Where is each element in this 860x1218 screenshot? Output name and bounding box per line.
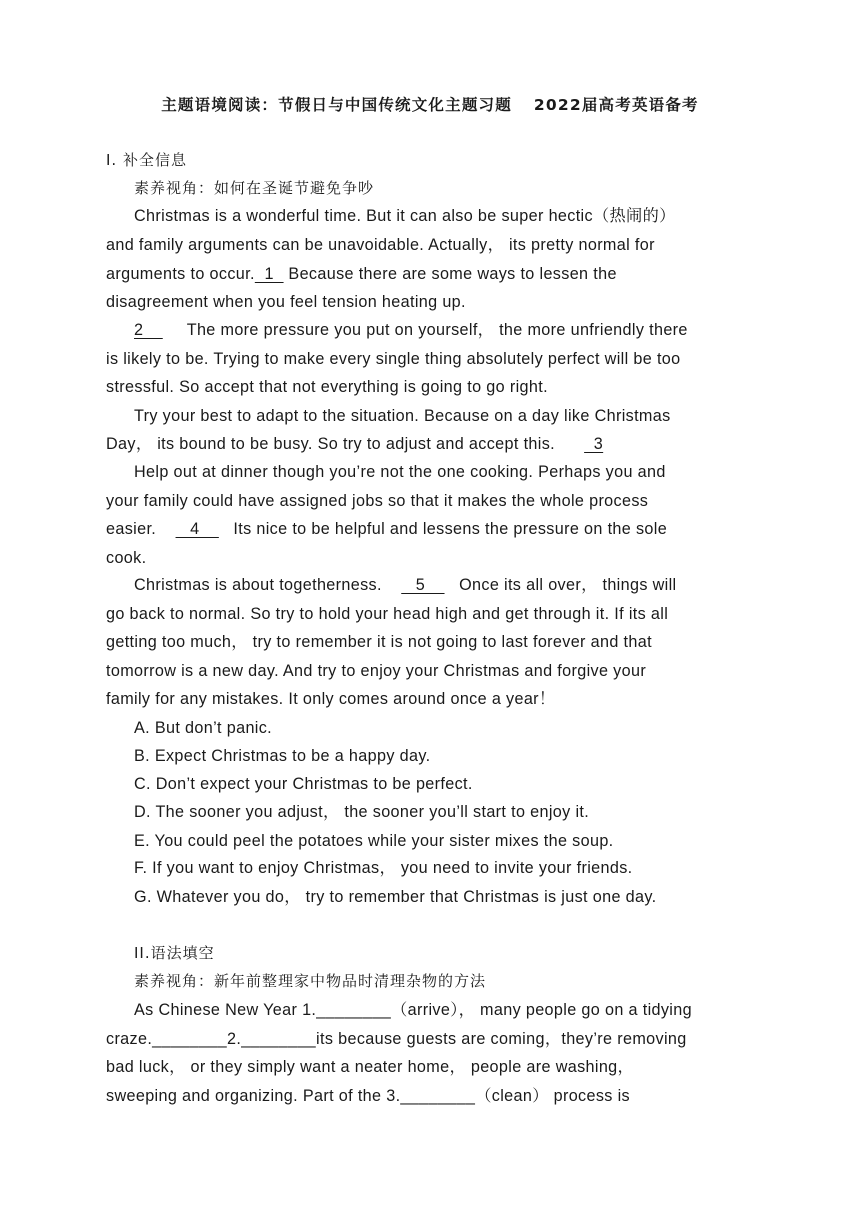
para1-line2: and family arguments can be unavoidable. Actually， its pretty normal for bbox=[106, 236, 655, 254]
blank-3: 3 bbox=[584, 435, 604, 453]
grammar-line3: bad luck， or they simply want a neater home， people are washing， bbox=[106, 1058, 635, 1076]
section2-perspective: 素养视角：新年前整理家中物品时清理杂物的方法 bbox=[134, 972, 487, 990]
grammar-line2: craze.________2.________its because guests are coming，they’re removing bbox=[106, 1030, 687, 1048]
para2-line1-text: The more pressure you put on yourself， the more unfriendly there bbox=[186, 321, 688, 339]
para2-line3: stressful. So accept that not everything is going to go right. bbox=[106, 378, 548, 396]
para1-line4: disagreement when you feel tension heating up. bbox=[106, 293, 466, 311]
blank-4: 4 bbox=[175, 520, 219, 538]
grammar-line4: sweeping and organizing. Part of the 3.________（clean） process is bbox=[106, 1087, 630, 1105]
para4-line4: cook. bbox=[106, 549, 147, 567]
para3-line2 bbox=[106, 434, 603, 454]
para1-line3 bbox=[106, 264, 617, 284]
para4-line3-text: easier. bbox=[106, 520, 157, 538]
para4-line3-rest: Its nice to be helpful and lessens the pressure on the sole bbox=[233, 520, 668, 538]
option-c: C. Don’t expect your Christmas to be perfect. bbox=[134, 775, 473, 793]
option-e: E. You could peel the potatoes while your sister mixes the soup. bbox=[134, 832, 614, 850]
para5-line5: family for any mistakes. It only comes around once a year！ bbox=[106, 690, 556, 708]
section1-perspective: 素养视角：如何在圣诞节避免争吵 bbox=[134, 179, 375, 197]
option-g: G. Whatever you do， try to remember that Christmas is just one day. bbox=[134, 888, 657, 906]
section2-heading: II.语法填空 bbox=[134, 944, 215, 962]
para2-line2: is likely to be. Trying to make every single thing absolutely perfect will be too bbox=[106, 350, 681, 368]
grammar-line1: As Chinese New Year 1.________（arrive）， many people go on a tidying bbox=[134, 1001, 692, 1019]
option-a: A. But don’t panic. bbox=[134, 719, 273, 737]
para4-line2: your family could have assigned jobs so that it makes the whole process bbox=[106, 492, 649, 510]
para5-line1-rest: Once its all over， things will bbox=[459, 576, 677, 594]
document-title bbox=[0, 93, 860, 115]
blank-1: 1 bbox=[254, 265, 284, 283]
option-b: B. Expect Christmas to be a happy day. bbox=[134, 747, 431, 765]
option-f: F. If you want to enjoy Christmas， you need to invite your friends. bbox=[134, 859, 633, 877]
para5-line3: getting too much， try to remember it is not going to last forever and that bbox=[106, 633, 652, 651]
para3-line2-text: Day， its bound to be busy. So try to adjust and accept this. bbox=[106, 435, 556, 453]
para1-line3-text: arguments to occur. bbox=[106, 265, 255, 283]
para1-line3-rest: Because there are some ways to lessen the bbox=[288, 265, 617, 283]
para1-line1: Christmas is a wonderful time. But it can also be super hectic（热闹的） bbox=[134, 207, 676, 225]
para4-line3 bbox=[106, 519, 667, 539]
title-sub: 2022届高考英语备考 bbox=[533, 96, 699, 114]
para5-line4: tomorrow is a new day. And try to enjoy your Christmas and forgive your bbox=[106, 662, 647, 680]
blank-2: 2 bbox=[134, 321, 163, 339]
para5-line1 bbox=[134, 575, 677, 595]
para5-line1-text: Christmas is about togetherness. bbox=[134, 576, 382, 594]
title-main: 主题语境阅读：节假日与中国传统文化主题习题 bbox=[161, 96, 512, 114]
para4-line1: Help out at dinner though you’re not the one cooking. Perhaps you and bbox=[134, 463, 666, 481]
para3-line1: Try your best to adapt to the situation. Because on a day like Christmas bbox=[134, 407, 671, 425]
option-d: D. The sooner you adjust， the sooner you’ll start to enjoy it. bbox=[134, 803, 590, 821]
para2-line1 bbox=[134, 320, 688, 340]
para5-line2: go back to normal. So try to hold your head high and get through it. If its all bbox=[106, 605, 669, 623]
blank-5: 5 bbox=[401, 576, 445, 594]
section1-heading: I. 补全信息 bbox=[106, 151, 187, 169]
